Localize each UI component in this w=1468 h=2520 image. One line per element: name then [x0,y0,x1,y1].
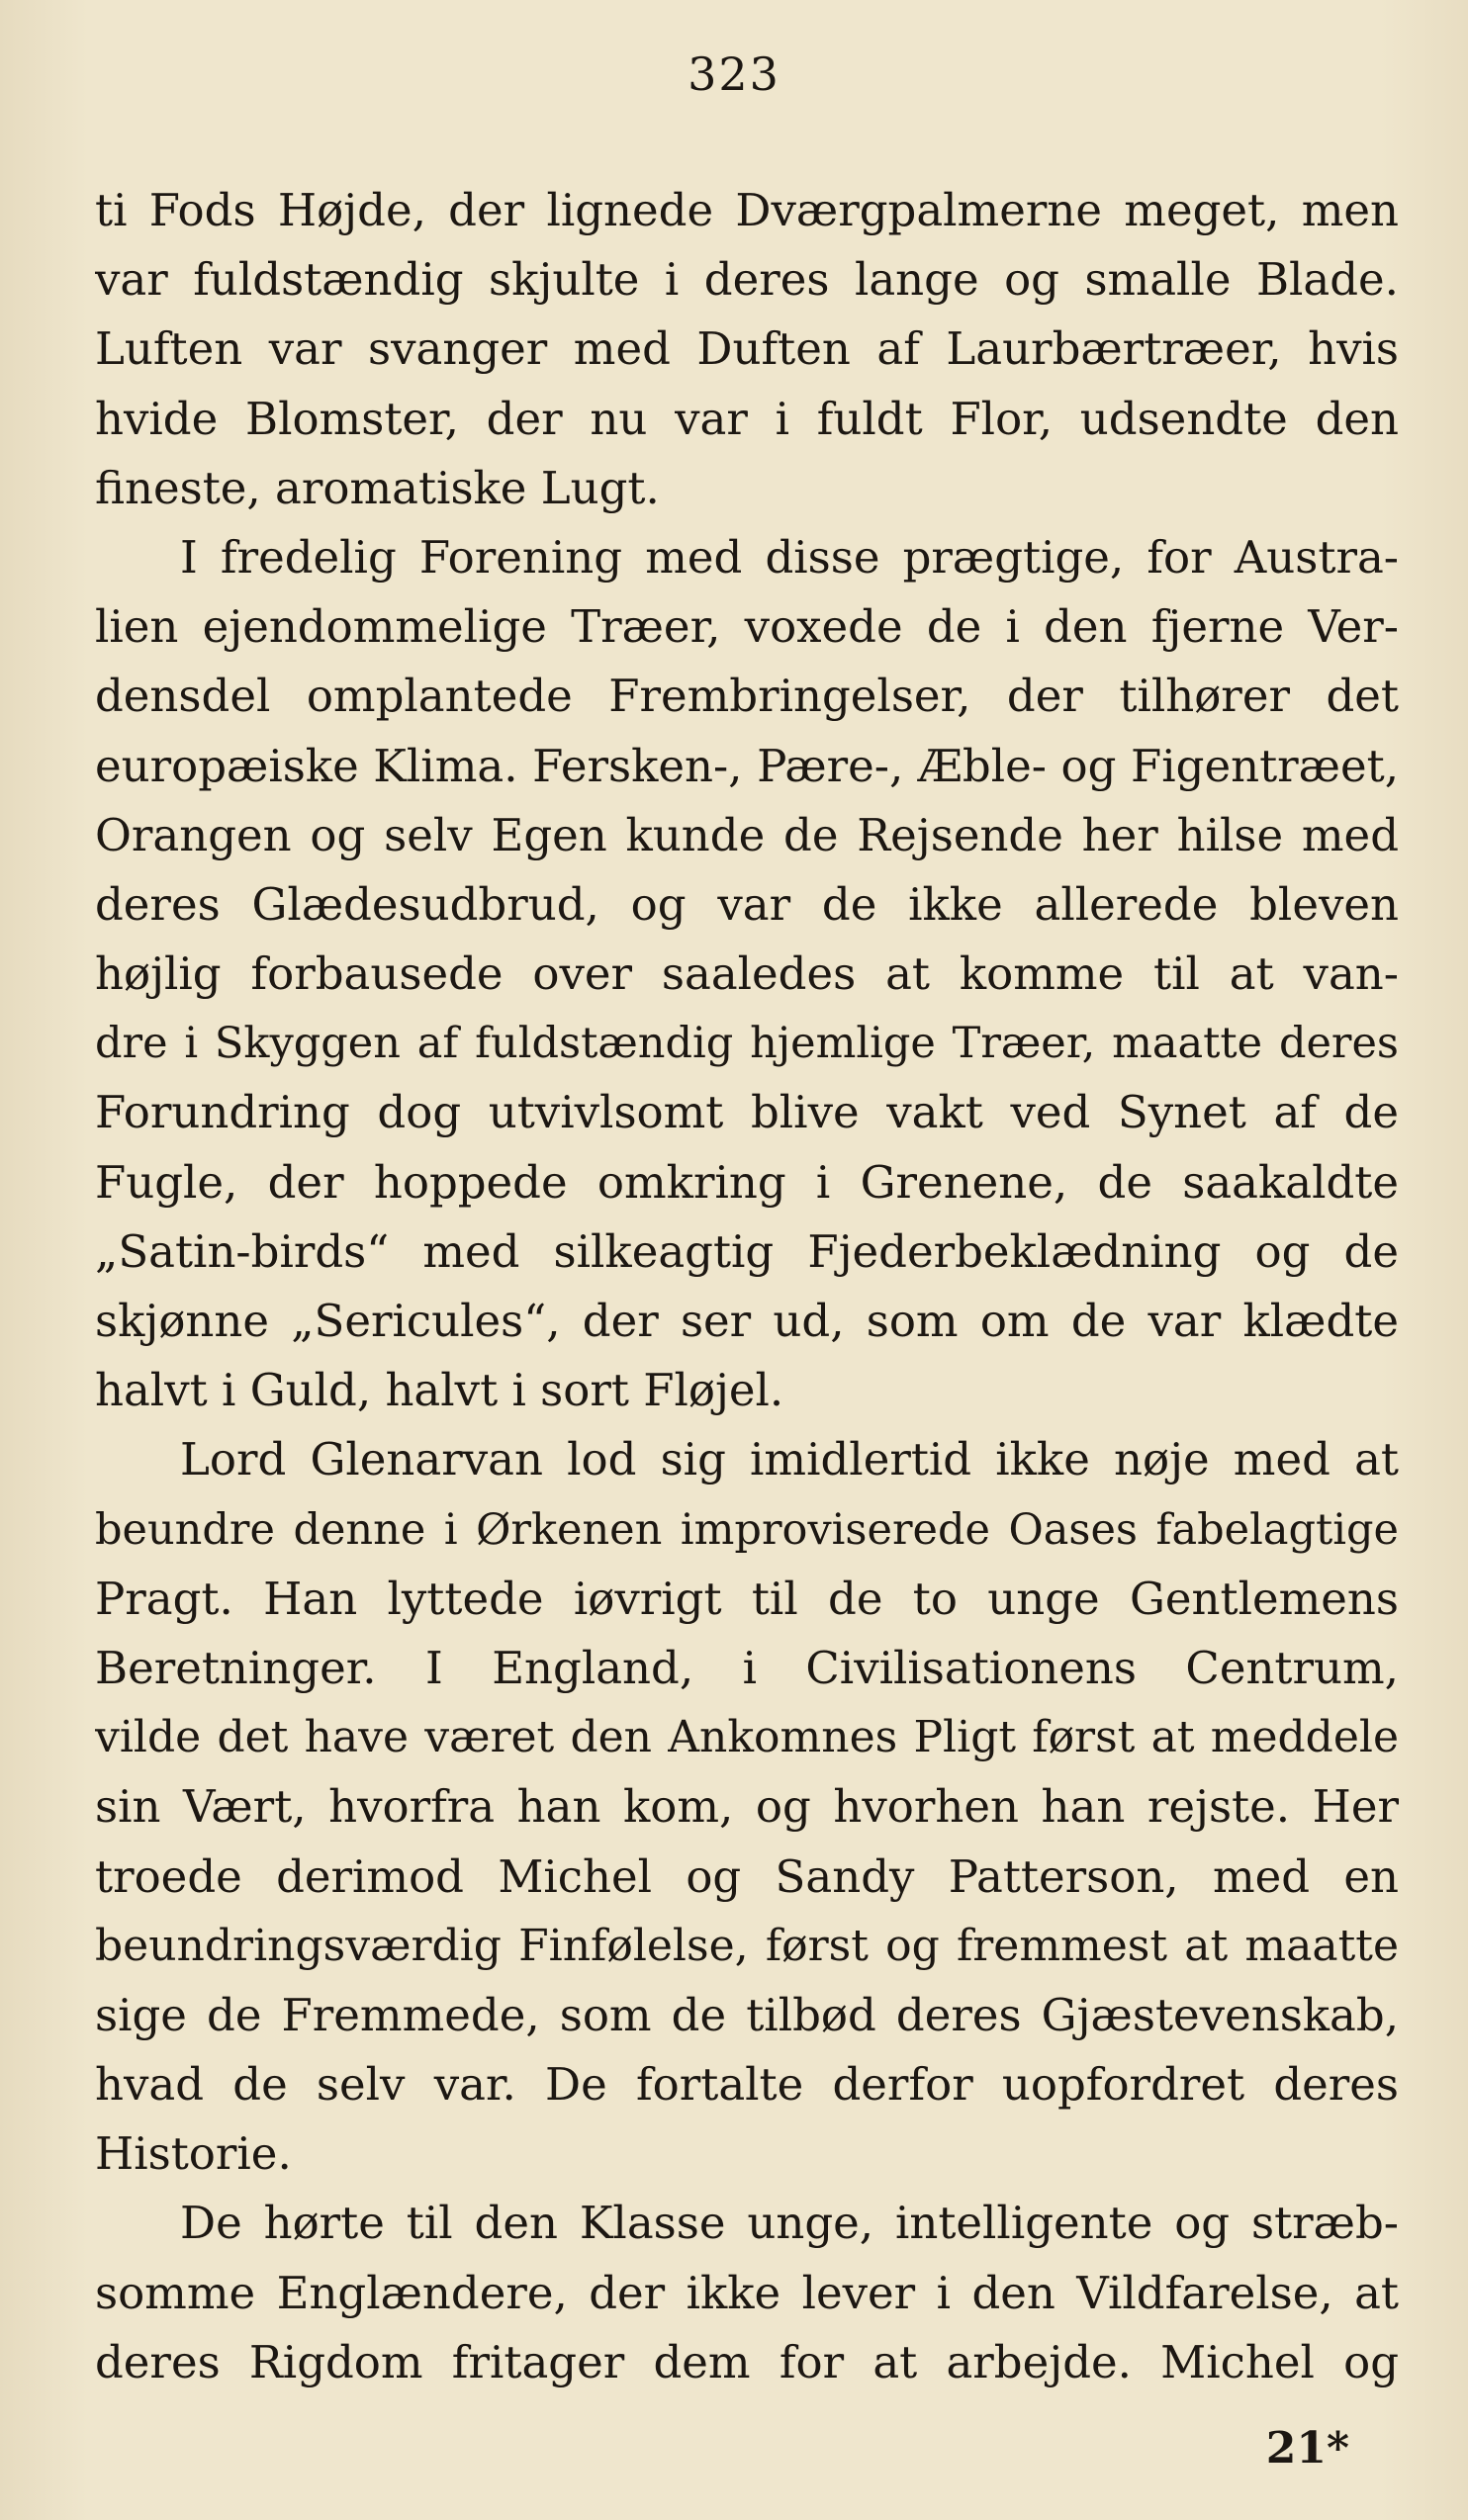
text-line: vilde det have været den Ankomnes Pligt først at meddele [95,1712,1399,1763]
text-line: I fredelig Forening med disse prægtige, for Austra- [180,530,1399,584]
text-line: hvide Blomster, der nu var i fuldt Flor, udsendte den [95,392,1399,445]
text-line: Luften var svanger med Duften af Laurbærtræer, hvis [95,322,1399,376]
text-line: Lord Glenarvan lod sig imidlertid ikke nøje med at [180,1433,1399,1486]
text-line: beundringsværdig Finfølelse, først og fremmest at maatte [95,1920,1399,1971]
text-line: sin Vært, hvorfra han kom, og hvorhen han rejste. Her [95,1780,1399,1834]
text-line: halvt i Guld, halvt i sort Fløjel. [95,1364,784,1417]
text-line: Fugle, der hoppede omkring i Grenene, de saakaldte [95,1155,1399,1209]
text-line: fineste, aromatiske Lugt. [95,461,660,514]
text-line: deres Glædesudbrud, og var de ikke allerede bleven [95,877,1399,931]
text-line: lien ejendommelige Træer, voxede de i den fjerne Ver- [95,600,1399,654]
text-line: Beretninger. I England, i Civilisationens Centrum, [95,1641,1399,1694]
text-line: dre i Skyggen af fuldstændig hjemlige Træer, maatte deres [95,1019,1399,1069]
text-line: somme Englændere, der ikke lever i den Vildfarelse, at [95,2266,1399,2319]
printer-signature: 21* [1265,2423,1349,2474]
text-line: beundre denne i Ørkenen improviserede Oases fabelagtige [95,1504,1399,1555]
text-line: De hørte til den Klasse unge, intelligente og stræb- [180,2197,1399,2250]
text-line: sige de Fremmede, som de tilbød deres Gjæstevenskab, [95,1988,1399,2041]
text-line: var fuldstændig skjulte i deres lange og smalle Blade. [95,253,1399,307]
text-line: Historie. [95,2127,292,2181]
text-line: Pragt. Han lyttede iøvrigt til de to unge Gentlemens [95,1572,1399,1625]
text-line: Forundring dog utvivlsomt blive vakt ved Synet af de [95,1086,1399,1139]
text-line: skjønne „Sericules“, der ser ud, som om de var klædte [95,1295,1399,1347]
text-line: europæiske Klima. Fersken-, Pære-, Æble- og Figentræet, [95,739,1399,792]
text-line: densdel omplantede Frembringelser, der tilhører det [95,670,1399,723]
text-line: hvad de selv var. De fortalte derfor uopfordret deres [95,2058,1399,2112]
body-text [95,176,1399,2397]
text-line: „Satin-birds“ med silkeagtig Fjederbeklædning og de [95,1224,1399,1278]
page-number: 323 [688,47,780,101]
text-line: Orangen og selv Egen kunde de Rejsende her hilse med [95,808,1399,861]
text-line: ti Fods Højde, der lignede Dværgpalmerne meget, men [95,184,1399,236]
text-line: højlig forbausede over saaledes at komme til at van- [95,947,1399,1001]
text-line: troede derimod Michel og Sandy Patterson, med en [95,1849,1399,1903]
text-line: deres Rigdom fritager dem for at arbejde. Michel og [95,2335,1399,2388]
